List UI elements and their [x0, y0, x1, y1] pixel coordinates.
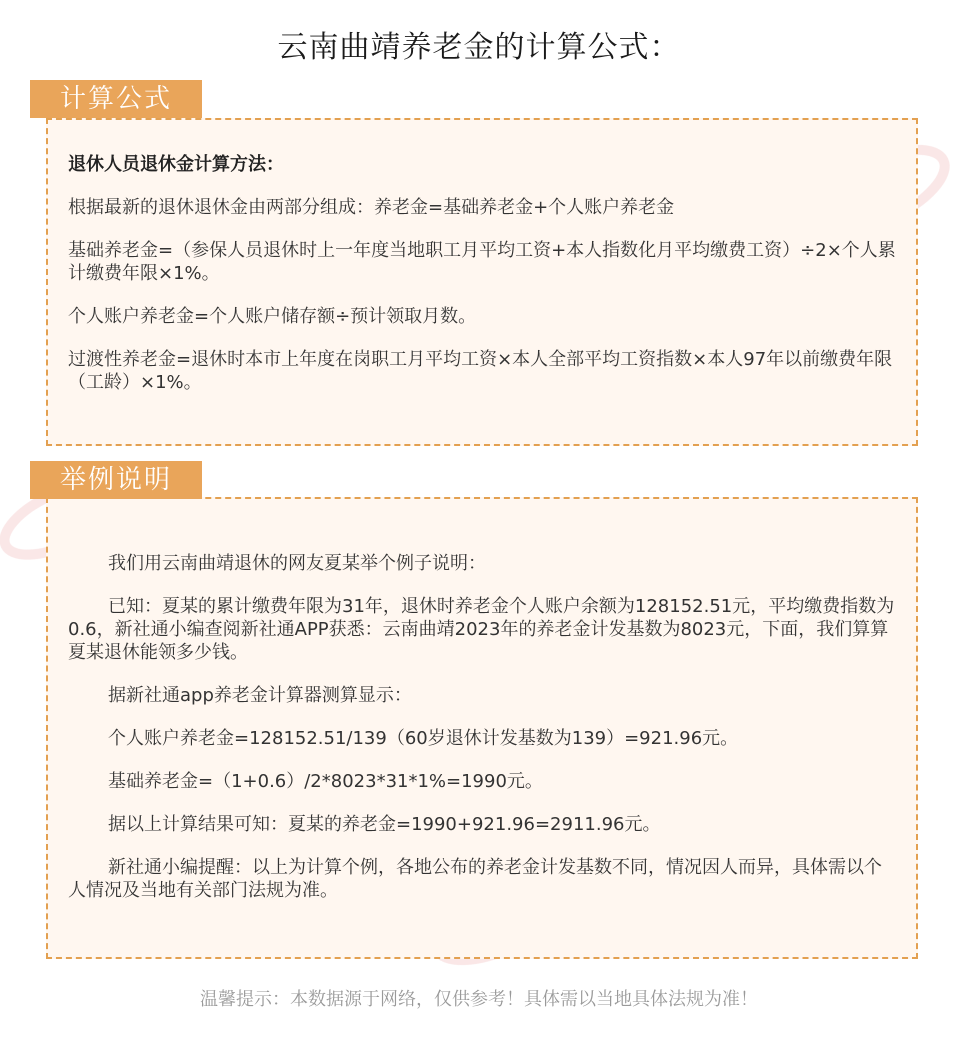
example-section-box — [46, 497, 918, 959]
example-paragraph: 已知：夏某的累计缴费年限为31年，退休时养老金个人账户余额为128152.51元，平均缴费指数为0.6，新社通小编查阅新社通APP获悉：云南曲靖2023年的养老金计发基数为8023元，下面，我们算算夏某退休能领多少钱。 — [68, 596, 895, 663]
formula-paragraph: 基础养老金=（参保人员退休时上一年度当地职工月平均工资+本人指数化月平均缴费工资）÷2×个人累计缴费年限×1%。 — [68, 240, 896, 284]
example-section-tab: 举例说明 — [30, 461, 202, 499]
page-title: 云南曲靖养老金的计算公式： — [277, 30, 681, 65]
formula-heading: 退休人员退休金计算方法： — [68, 154, 284, 175]
formula-paragraph: 个人账户养老金=个人账户储存额÷预计领取月数。 — [68, 306, 477, 327]
example-paragraph: 据新社通app养老金计算器测算显示： — [108, 685, 412, 706]
formula-paragraph: 根据最新的退休退休金由两部分组成：养老金=基础养老金+个人账户养老金 — [68, 197, 675, 218]
formula-section-box — [46, 118, 918, 446]
footer-disclaimer: 温馨提示：本数据源于网络，仅供参考！具体需以当地具体法规为准！ — [200, 989, 758, 1010]
example-paragraph: 基础养老金=（1+0.6）/2*8023*31*1%=1990元。 — [108, 771, 543, 792]
formula-section-tab: 计算公式 — [30, 80, 202, 118]
example-paragraph: 据以上计算结果可知：夏某的养老金=1990+921.96=2911.96元。 — [108, 814, 661, 835]
example-paragraph: 我们用云南曲靖退休的网友夏某举个例子说明： — [108, 553, 486, 574]
example-paragraph: 个人账户养老金=128152.51/139（60岁退休计发基数为139）=921.96元。 — [108, 728, 739, 749]
example-paragraph: 新社通小编提醒：以上为计算个例，各地公布的养老金计发基数不同，情况因人而异，具体需以个人情况及当地有关部门法规为准。 — [68, 857, 882, 901]
formula-paragraph: 过渡性养老金=退休时本市上年度在岗职工月平均工资×本人全部平均工资指数×本人97年以前缴费年限（工龄）×1%。 — [68, 349, 893, 393]
